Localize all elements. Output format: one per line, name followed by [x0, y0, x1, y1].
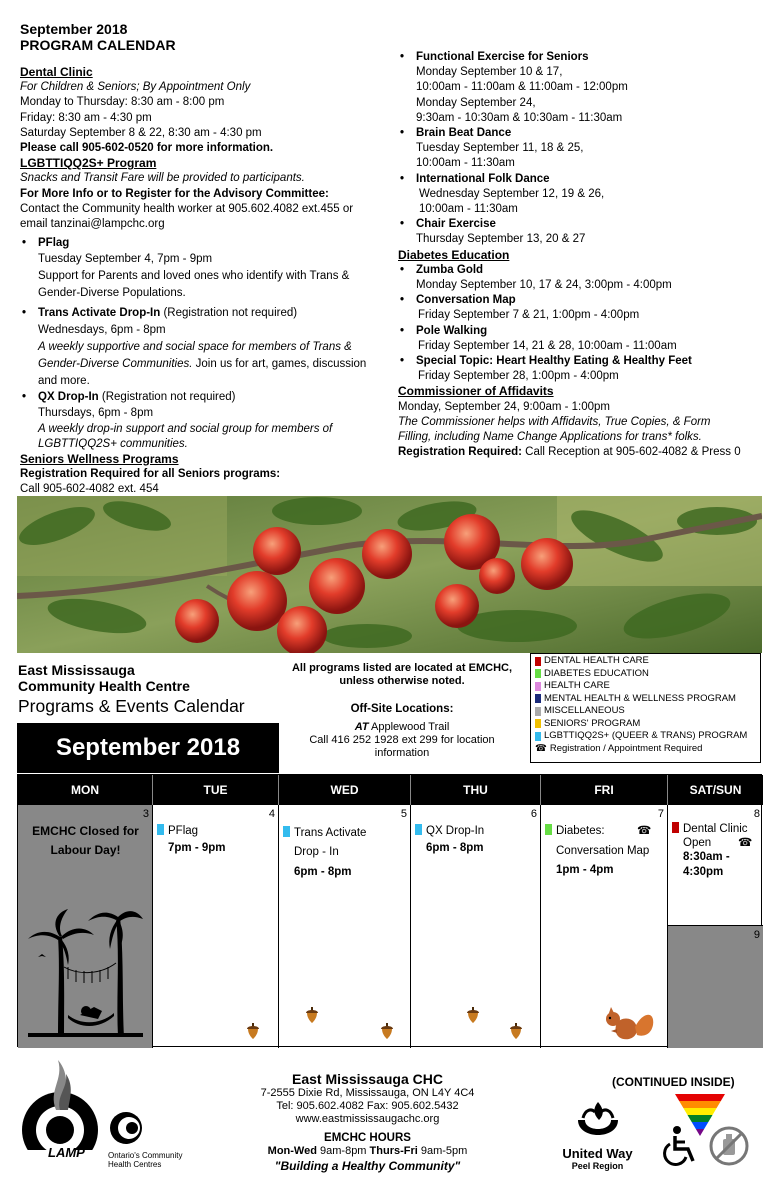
squirrel-icon — [599, 1001, 654, 1041]
lgbt-info-1: Contact the Community health worker at 905.602.4082 ext.455 or — [20, 202, 354, 215]
legend-lgbt: LGBTTIQQ2S+ (QUEER & TRANS) PROGRAM — [535, 730, 756, 743]
lgbt-program-title: LGBTTIQQ2S+ Program — [20, 156, 157, 171]
dental-hours-1: Monday to Thursday: 8:30 am - 8:00 pm — [20, 96, 225, 109]
page-title: September 2018 PROGRAM CALENDAR — [20, 21, 176, 53]
legend-misc: MISCELLANEOUS — [535, 705, 756, 718]
commissioner-title: Commissioner of Affidavits — [398, 384, 554, 399]
legend-diabetes: DIABETES EDUCATION — [535, 668, 756, 681]
cal-cell-tue-4: 4 PFlag 7pm - 9pm — [153, 805, 279, 1048]
legend-dental: DENTAL HEALTH CARE — [535, 655, 756, 668]
apple-tree-photo — [17, 496, 762, 653]
acorn-icon — [509, 1023, 523, 1039]
legend-seniors: SENIORS' PROGRAM — [535, 718, 756, 731]
dental-hours-3: Saturday September 8 & 22, 8:30 am - 4:30 pm — [20, 126, 262, 139]
lgbt-sub: Snacks and Transit Fare will be provided to participants. — [20, 172, 305, 185]
hammock-palm-icon — [28, 907, 143, 1037]
phone-icon: ☎ — [637, 825, 652, 837]
cal-cell-wed-5: 5 Trans Activate Drop - In 6pm - 8pm — [279, 805, 411, 1048]
cal-cell-mon-3: 3 EMCHC Closed for Labour Day! — [18, 805, 153, 1048]
qx-dropin-item: • QX Drop-In (Registration not required) Thursdays, 6pm - 8pm A weekly drop-in support and social group for members of LGBTTIQQ2S+ communities. — [20, 390, 390, 452]
lamp-logo: LAMP — [18, 1050, 108, 1180]
occ-logo: Ontario's Community Health Centres — [108, 1110, 188, 1169]
pole-walking-item: • Pole Walking Friday September 14, 21 & 28, 10:00am - 11:00am — [398, 324, 768, 354]
functional-exercise-item: • Functional Exercise for Seniors Monday September 10 & 17, 10:00am - 11:00am & 11:00am - 12:00pm Monday September 24, 9:30am - 10:30am & 10:30am - 11:30am — [398, 50, 768, 126]
folk-dance-item: • International Folk Dance Wednesday September 12, 19 & 26, 10:00am - 11:30am — [398, 172, 768, 218]
cal-cell-thu-6: 6 QX Drop-In 6pm - 8pm — [411, 805, 541, 1048]
day-header-mon: MON — [18, 775, 153, 805]
acorn-icon — [466, 1007, 480, 1023]
acorn-icon — [246, 1023, 260, 1039]
conversation-map-item: • Conversation Map Friday September 7 & 21, 1:00pm - 4:00pm — [398, 293, 768, 323]
commissioner-desc-2: Filling, including Name Change Applications for trans* folks. — [398, 431, 702, 444]
dental-contact: Please call 905-602-0520 for more information. — [20, 142, 274, 155]
day-header-wed: WED — [279, 775, 411, 805]
day-header-satsun: SAT/SUN — [668, 775, 763, 805]
commissioner-registration: Registration Required: Call Reception at 905-602-4082 & Press 0 — [398, 446, 741, 459]
united-way-logo: United Way Peel Region — [550, 1100, 645, 1171]
trans-activate-item: • Trans Activate Drop-In (Registration not required) Wednesdays, 6pm - 8pm A weekly supportive and social space for members of Trans & Gender-Diverse Communities. Join us for art, games, discussion and more. — [20, 306, 390, 389]
right-column — [398, 50, 768, 460]
seniors-reg: Registration Required for all Seniors programs: — [20, 468, 281, 481]
day-header-tue: TUE — [153, 775, 279, 805]
wheelchair-icon — [660, 1125, 698, 1167]
acorn-icon — [380, 1023, 394, 1039]
legend-registration: ☎ Registration / Appointment Required — [535, 742, 703, 754]
commissioner-when: Monday, September 24, 9:00am - 1:00pm — [398, 400, 611, 413]
zumba-item: • Zumba Gold Monday September 10, 17 & 24, 3:00pm - 4:00pm — [398, 263, 768, 293]
phone-icon: ☎ — [535, 742, 547, 754]
cal-cell-sat-8: 8 Dental Clinic Open ☎ 8:30am - 4:30pm — [668, 805, 763, 926]
cal-cell-sun-9: 9 — [668, 926, 763, 1048]
calendar-grid — [17, 774, 762, 1047]
seniors-call: Call 905-602-4082 ext. 454 — [20, 483, 159, 496]
left-column — [20, 65, 390, 497]
pflag-item: • PFlag Tuesday September 4, 7pm - 9pm Support for Parents and loved ones who identify with Trans & Gender-Diverse Populations. — [20, 236, 390, 302]
acorn-icon — [305, 1007, 319, 1023]
chair-exercise-item: • Chair Exercise Thursday September 13, 20 & 27 — [398, 217, 768, 247]
day-header-fri: FRI — [541, 775, 668, 805]
month-banner: September 2018 — [17, 723, 279, 773]
lgbt-info-heading: For More Info or to Register for the Advisory Committee: — [20, 187, 329, 200]
dental-sub: For Children & Seniors; By Appointment Only — [20, 81, 251, 94]
legend-mental: MENTAL HEALTH & WELLNESS PROGRAM — [535, 693, 756, 706]
commissioner-desc-1: The Commissioner helps with Affidavits, True Copies, & Form — [398, 415, 711, 428]
lgbt-info-2: email tanzinai@lampchc.org — [20, 218, 165, 231]
program-legend — [530, 653, 761, 763]
cal-cell-fri-7: 7 Diabetes: ☎ Conversation Map 1pm - 4pm — [541, 805, 668, 1048]
no-scent-icon — [708, 1125, 750, 1167]
phone-icon: ☎ — [738, 837, 753, 849]
continued-inside: (CONTINUED INSIDE) — [612, 1075, 735, 1089]
legend-health: HEALTH CARE — [535, 680, 756, 693]
dental-clinic-title: Dental Clinic — [20, 65, 93, 79]
dental-hours-2: Friday: 8:30 am - 4:30 pm — [20, 111, 152, 124]
location-note: All programs listed are located at EMCHC, unless otherwise noted. Off-Site Locations: AT Applewood Trail Call 416 252 1928 ext 299 for location information — [291, 662, 513, 759]
seniors-title: Seniors Wellness Programs — [20, 451, 179, 466]
special-topic-item: • Special Topic: Heart Healthy Eating & Healthy Feet Friday September 28, 1:00pm - 4:00pm — [398, 354, 768, 384]
diabetes-title: Diabetes Education — [398, 247, 510, 262]
brain-beat-item: • Brain Beat Dance Tuesday September 11, 18 & 25, 10:00am - 11:30am — [398, 126, 768, 172]
day-header-thu: THU — [411, 775, 541, 805]
org-heading: East Mississauga Community Health Centre Programs & Events Calendar — [18, 662, 245, 716]
footer-contact: East Mississauga CHC 7-2555 Dixie Rd, Mississauga, ON L4Y 4C4 Tel: 905.602.4082 Fax: 905.602.5432 www.eastmississaugachc.org EMCHC HOURS Mon-Wed 9am-8pm Thurs-Fri 9am-5pm "Building a Healthy Community" — [260, 1071, 475, 1173]
